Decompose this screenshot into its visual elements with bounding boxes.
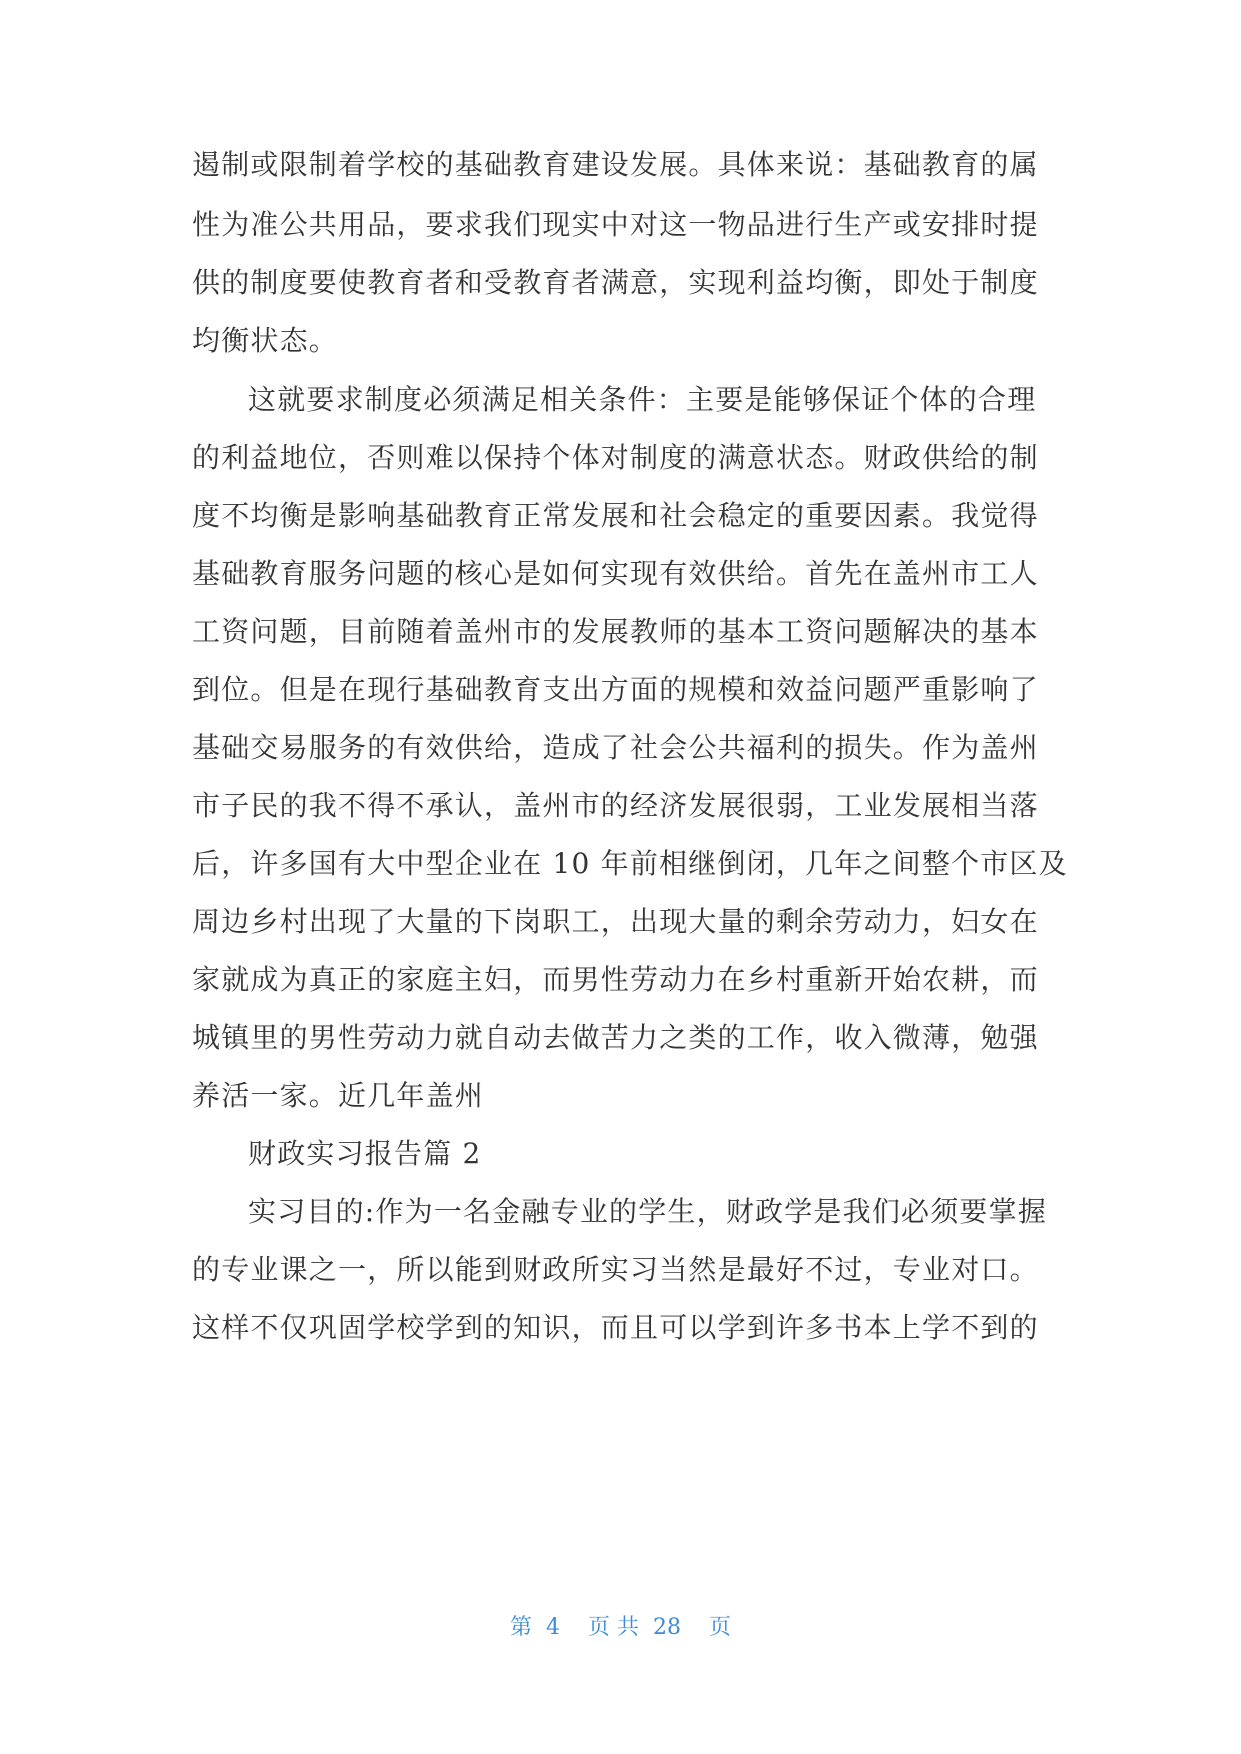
page-number-footer: 第 4 页 共 28 页 (510, 1615, 731, 1640)
text-line: 基础教育服务问题的核心是如何实现有效供给。首先在盖州市工人 (192, 557, 1039, 590)
text-line: 周边乡村出现了大量的下岗职工，出现大量的剩余劳动力，妇女在 (192, 905, 1039, 938)
text-line: 市子民的我不得不承认，盖州市的经济发展很弱，工业发展相当落 (192, 789, 1039, 822)
text-line: 均衡状态。 (192, 324, 339, 357)
text-line: 养活一家。近几年盖州 (192, 1079, 485, 1112)
text-line: 城镇里的男性劳动力就自动去做苦力之类的工作，收入微薄，勉强 (192, 1021, 1039, 1054)
text-line: 这就要求制度必须满足相关条件：主要是能够保证个体的合理 (248, 383, 1037, 416)
section-heading: 财政实习报告篇 2 (248, 1137, 482, 1170)
text-line: 实习目的:作为一名金融专业的学生，财政学是我们必须要掌握 (248, 1195, 1048, 1228)
text-line: 的利益地位，否则难以保持个体对制度的满意状态。财政供给的制 (192, 441, 1039, 474)
text-line: 家就成为真正的家庭主妇，而男性劳动力在乡村重新开始农耕，而 (192, 963, 1039, 996)
text-line: 工资问题，目前随着盖州市的发展教师的基本工资问题解决的基本 (192, 615, 1039, 648)
text-line: 这样不仅巩固学校学到的知识，而且可以学到许多书本上学不到的 (192, 1311, 1039, 1344)
text-line: 度不均衡是影响基础教育正常发展和社会稳定的重要因素。我觉得 (192, 499, 1039, 532)
text-line: 遏制或限制着学校的基础教育建设发展。具体来说：基础教育的属 (192, 148, 1039, 181)
text-line: 供的制度要使教育者和受教育者满意，实现利益均衡，即处于制度 (192, 266, 1039, 299)
text-line: 的专业课之一，所以能到财政所实习当然是最好不过，专业对口。 (192, 1253, 1039, 1286)
text-line: 到位。但是在现行基础教育支出方面的规模和效益问题严重影响了 (192, 673, 1039, 706)
text-line: 性为准公共用品，要求我们现实中对这一物品进行生产或安排时提 (192, 208, 1039, 241)
text-line: 后，许多国有大中型企业在 10 年前相继倒闭，几年之间整个市区及 (192, 847, 1068, 880)
text-line: 基础交易服务的有效供给，造成了社会公共福利的损失。作为盖州 (192, 731, 1039, 764)
